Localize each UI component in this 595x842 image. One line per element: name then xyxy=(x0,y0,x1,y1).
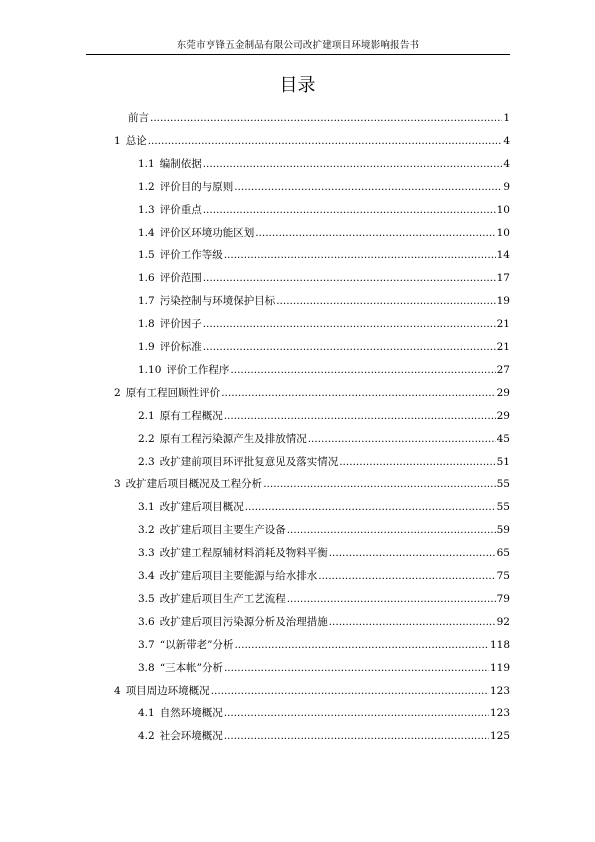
dot-leader xyxy=(234,638,489,652)
dot-leader xyxy=(203,271,496,285)
toc-entry-number: 1.6 xyxy=(138,272,155,285)
toc-entry[interactable] xyxy=(138,409,510,423)
dot-leader xyxy=(287,592,496,606)
toc-entry-label: “以新带老”分析 xyxy=(159,638,234,651)
toc-entry[interactable] xyxy=(138,294,510,308)
toc-entry-page-number: 119 xyxy=(489,661,510,674)
toc-entry-page-number: 123 xyxy=(489,707,510,720)
toc-entry[interactable] xyxy=(138,248,510,262)
toc-entry[interactable] xyxy=(114,386,510,400)
toc-entry[interactable] xyxy=(138,226,510,240)
dot-leader xyxy=(329,615,496,629)
toc-entry[interactable] xyxy=(138,317,510,331)
toc-entry[interactable] xyxy=(138,592,510,606)
toc-entry-number: 1 xyxy=(114,134,121,147)
toc-title: 目录 xyxy=(279,75,316,96)
toc-entry[interactable] xyxy=(138,729,510,743)
toc-entry-page-number: 10 xyxy=(496,203,510,216)
toc-entry[interactable] xyxy=(138,180,510,194)
dot-leader xyxy=(224,661,489,675)
dot-leader xyxy=(339,455,495,469)
toc-entry[interactable] xyxy=(114,134,510,148)
toc-entry-page-number: 123 xyxy=(489,684,510,697)
toc-entry[interactable] xyxy=(138,500,510,514)
toc-entry-page-number: 55 xyxy=(496,478,510,491)
toc-entry-page-number: 14 xyxy=(496,249,510,262)
toc-entry-label: 编制依据 xyxy=(159,157,202,170)
toc-entry-page-number: 10 xyxy=(496,226,510,239)
toc-entry-page-number: 118 xyxy=(489,638,510,651)
toc-entry-page-number: 125 xyxy=(489,730,510,743)
toc-entry-page-number: 1 xyxy=(503,112,510,124)
toc-entry-label: 社会环境概况 xyxy=(159,730,223,743)
toc-entry-label: 评价因子 xyxy=(159,318,202,331)
toc-entry-number: 1.10 xyxy=(138,363,162,376)
toc-entry-number: 1.5 xyxy=(138,249,155,262)
toc-entry-number: 3.5 xyxy=(138,592,155,605)
toc-entry-number: 3.4 xyxy=(138,570,155,582)
toc-entry-page-number: 4 xyxy=(503,157,510,170)
toc-entry-label: 评价区环境功能区划 xyxy=(159,226,255,239)
toc-entry-label: 前言 xyxy=(128,112,149,124)
toc-entry-number: 3 xyxy=(114,478,121,491)
toc-entry-page-number: 45 xyxy=(496,432,510,445)
toc-entry[interactable] xyxy=(138,271,510,285)
dot-leader xyxy=(203,340,496,354)
toc-entry[interactable] xyxy=(114,477,510,491)
toc-entry-page-number: 27 xyxy=(496,363,510,376)
toc-entry[interactable] xyxy=(138,546,510,560)
toc-entry-label: 改扩建后项目主要能源与给水排水 xyxy=(159,570,318,582)
toc-entry-label: 改扩建工程原辅材料消耗及物料平衡 xyxy=(159,547,328,560)
toc-entry-number: 3.1 xyxy=(138,501,155,514)
toc-entry-page-number: 65 xyxy=(496,547,510,560)
toc-entry-page-number: 29 xyxy=(496,409,510,422)
toc-entry-number: 4.2 xyxy=(138,730,155,743)
dot-leader xyxy=(203,157,503,171)
toc-entry[interactable] xyxy=(114,684,510,698)
dot-leader xyxy=(224,729,489,743)
toc-entry-page-number: 75 xyxy=(496,570,510,582)
dot-leader xyxy=(263,477,495,491)
dot-leader xyxy=(224,409,496,423)
toc-entry-page-number: 21 xyxy=(496,341,510,353)
toc-entry-number: 3.3 xyxy=(138,547,155,560)
toc-entry-number: 1.9 xyxy=(138,341,155,353)
toc-entry-page-number: 19 xyxy=(496,295,510,308)
toc-entry-number: 4.1 xyxy=(138,707,155,720)
toc-entry[interactable] xyxy=(138,340,510,354)
toc-entry[interactable] xyxy=(138,615,510,629)
toc-entry-page-number: 55 xyxy=(496,501,510,514)
toc-entry-label: 原有工程概况 xyxy=(159,409,223,422)
toc-entry-page-number: 29 xyxy=(496,386,510,399)
toc-entry-label: 改扩建后项目概况 xyxy=(159,501,244,514)
toc-entry-number: 3.2 xyxy=(138,524,155,537)
toc-entry-number: 1.7 xyxy=(138,295,155,308)
toc-entry-number: 1.1 xyxy=(138,157,155,170)
toc-entry-number: 3.8 xyxy=(138,661,155,674)
toc-entry[interactable] xyxy=(138,569,510,583)
toc-entry-page-number: 92 xyxy=(496,615,510,628)
toc-entry-number: 2 xyxy=(114,386,121,399)
toc-entry-page-number: 9 xyxy=(503,180,510,193)
toc-entry-label: 原有工程污染源产生及排放情况 xyxy=(159,432,307,445)
toc-entry-label: 评价范围 xyxy=(159,272,202,285)
toc-entry-label: 评价工作等级 xyxy=(159,249,223,262)
toc-entry[interactable] xyxy=(138,432,510,446)
dot-leader xyxy=(276,294,495,308)
dot-leader xyxy=(150,111,502,125)
dot-leader xyxy=(255,226,495,240)
toc-entry-number: 1.8 xyxy=(138,318,155,331)
toc-entry[interactable] xyxy=(138,157,510,171)
toc-entry[interactable] xyxy=(138,523,510,537)
toc-entry-page-number: 51 xyxy=(496,455,510,468)
page-header: 东莞市亨锋五金制品有限公司改扩建项目环境影响报告书 xyxy=(176,40,420,51)
toc-entry-number: 1.2 xyxy=(138,180,155,193)
toc-entry-label: 污染控制与环境保护目标 xyxy=(159,295,276,308)
toc-entry-label: 改扩建前项目环评批复意见及落实情况 xyxy=(159,455,339,468)
dot-leader xyxy=(221,386,495,400)
toc-entry-label: 改扩建后项目生产工艺流程 xyxy=(159,592,286,605)
toc-entry-number: 1.3 xyxy=(138,203,155,216)
toc-entry[interactable] xyxy=(138,661,510,675)
toc-entry-number: 3.6 xyxy=(138,615,155,628)
toc-entry-label: 评价标准 xyxy=(159,341,202,353)
toc-entry-label: 总论 xyxy=(125,134,147,147)
toc-entry-page-number: 79 xyxy=(496,592,510,605)
dot-leader xyxy=(230,363,495,377)
dot-leader xyxy=(203,203,496,217)
dot-leader xyxy=(329,546,496,560)
toc-entry-page-number: 17 xyxy=(496,272,510,285)
dot-leader xyxy=(148,134,503,148)
toc-entry[interactable] xyxy=(128,111,510,125)
toc-entry-number: 4 xyxy=(114,684,121,697)
dot-leader xyxy=(245,500,496,514)
toc-entry[interactable] xyxy=(138,638,510,652)
dot-leader xyxy=(203,317,496,331)
toc-entry-label: 自然环境概况 xyxy=(159,707,223,720)
toc-entry-label: 评价重点 xyxy=(159,203,202,216)
toc-entry-label: 评价目的与原则 xyxy=(159,180,234,193)
toc-entry-label: 改扩建后项目主要生产设备 xyxy=(159,524,286,537)
toc-entry-label: 原有工程回顾性评价 xyxy=(125,386,221,399)
dot-leader xyxy=(224,706,489,720)
toc-entry-number: 2.2 xyxy=(138,432,155,445)
toc-entry-number: 2.1 xyxy=(138,409,155,422)
toc-entry-label: 改扩建后项目污染源分析及治理措施 xyxy=(159,615,328,628)
toc-entry[interactable] xyxy=(138,363,510,377)
toc-entry-page-number: 21 xyxy=(496,318,510,331)
toc-entry[interactable] xyxy=(138,455,510,469)
toc-entry-label: 评价工作程序 xyxy=(166,363,230,376)
toc-entry-label: 项目周边环境概况 xyxy=(125,684,210,697)
toc-entry[interactable] xyxy=(138,203,510,217)
dot-leader xyxy=(224,248,496,262)
dot-leader xyxy=(318,569,495,583)
dot-leader xyxy=(287,523,496,537)
dot-leader xyxy=(308,432,496,446)
toc-entry-number: 2.3 xyxy=(138,455,155,468)
dot-leader xyxy=(234,180,502,194)
toc-entry-page-number: 4 xyxy=(503,134,510,147)
toc-entry[interactable] xyxy=(138,706,510,720)
dot-leader xyxy=(211,684,489,698)
toc-entry-number: 1.4 xyxy=(138,226,155,239)
toc-entry-number: 3.7 xyxy=(138,638,155,651)
toc-entry-label: 改扩建后项目概况及工程分析 xyxy=(125,478,263,491)
toc-entry-label: “三本帐”分析 xyxy=(159,661,223,674)
toc-entry-page-number: 59 xyxy=(496,524,510,537)
